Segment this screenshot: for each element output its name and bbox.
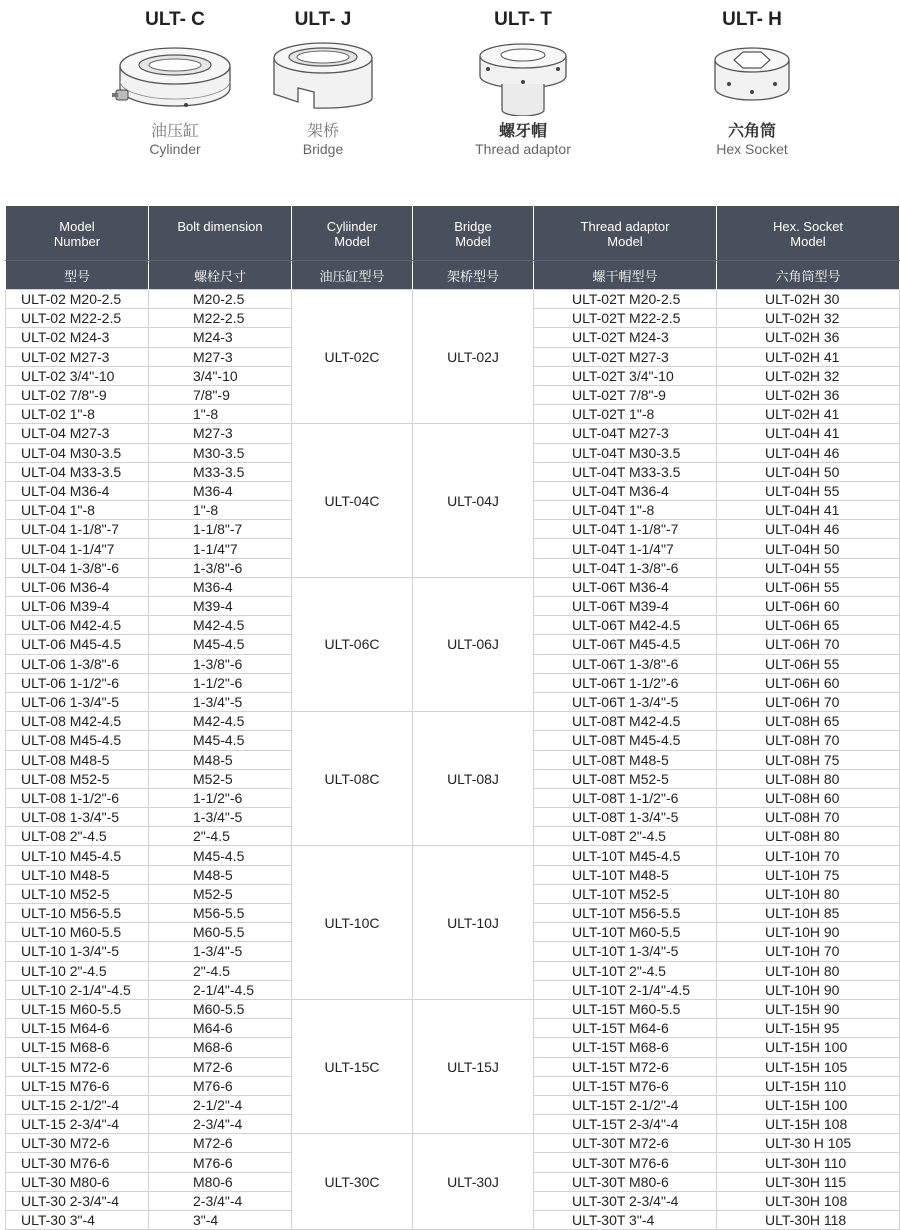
hex-socket-cell: ULT-10H 70 [717,846,900,865]
thread-adaptor-cell: ULT-02T 3/4"-10 [534,366,717,385]
bolt-dimension-cell: 1-3/4"-5 [149,942,292,961]
product-name-cn: 螺牙帽 [498,121,547,140]
hex-socket-cell: ULT-08H 65 [717,712,900,731]
thread-adaptor-cell: ULT-08T M42-4.5 [534,712,717,731]
hex-socket-cell: ULT-15H 100 [717,1095,900,1114]
bolt-dimension-cell: M36-4 [149,481,292,500]
cylinder-model-cell: ULT-04C [292,424,413,578]
model-number-cell: ULT-04 1"-8 [6,501,149,520]
hex-socket-cell: ULT-02H 30 [717,290,900,309]
product-name-en: Cylinder [149,141,201,157]
product-name-cn: 六角筒 [727,121,776,140]
bolt-dimension-cell: 1"-8 [149,501,292,520]
hex-socket-cell: ULT-30H 115 [717,1172,900,1191]
model-number-cell: ULT-06 M36-4 [6,577,149,596]
hex-socket-cell: ULT-06H 55 [717,577,900,596]
model-number-cell: ULT-02 M22-2.5 [6,309,149,328]
header-model-number: Model Number [6,206,149,261]
model-number-cell: ULT-15 M60-5.5 [6,999,149,1018]
bolt-dimension-cell: M27-3 [149,424,292,443]
model-number-cell: ULT-10 M48-5 [6,865,149,884]
cylinder-icon [110,36,240,116]
bolt-dimension-cell: M20-2.5 [149,290,292,309]
thread-adaptor-cell: ULT-06T 1-3/4"-5 [534,692,717,711]
thread-adaptor-cell: ULT-08T 1-1/2"-6 [534,788,717,807]
model-number-cell: ULT-30 M80-6 [6,1172,149,1191]
header-bolt-dimension: Bolt dimension [149,206,292,261]
bolt-dimension-cell: 2"-4.5 [149,827,292,846]
bolt-dimension-cell: 1-1/2"-6 [149,788,292,807]
bolt-dimension-cell: M48-5 [149,865,292,884]
model-number-cell: ULT-15 M76-6 [6,1076,149,1095]
thread-adaptor-cell: ULT-02T M22-2.5 [534,309,717,328]
model-number-cell: ULT-02 3/4"-10 [6,366,149,385]
model-number-cell: ULT-06 1-1/2"-6 [6,673,149,692]
cylinder-model-cell: ULT-08C [292,712,413,846]
thread-adaptor-cell: ULT-04T M27-3 [534,424,717,443]
bridge-icon [258,36,388,116]
bridge-model-cell: ULT-15J [413,999,534,1133]
model-number-cell: ULT-30 2-3/4"-4 [6,1191,149,1210]
hex-socket-cell: ULT-15H 108 [717,1115,900,1134]
hex-socket-cell: ULT-30 H 105 [717,1134,900,1153]
spec-table-body [6,290,900,1230]
bridge-model-cell: ULT-08J [413,712,534,846]
product-name-cn: 油压缸 [150,121,199,140]
model-number-cell: ULT-15 2-1/2"-4 [6,1095,149,1114]
product-name-cn: 架桥 [306,121,339,140]
hex-socket-cell: ULT-15H 90 [717,999,900,1018]
bolt-dimension-cell: 2-3/4"-4 [149,1115,292,1134]
hex-socket-cell: ULT-30H 118 [717,1211,900,1230]
bridge-model-cell: ULT-06J [413,577,534,711]
hex-socket-cell: ULT-06H 70 [717,692,900,711]
product-code: ULT- C [145,9,205,30]
hex-socket-cell: ULT-10H 90 [717,980,900,999]
bolt-dimension-cell: M80-6 [149,1172,292,1191]
bolt-dimension-cell: M45-4.5 [149,635,292,654]
thread-adaptor-cell: ULT-15T M68-6 [534,1038,717,1057]
thread-adaptor-cell: ULT-08T M45-4.5 [534,731,717,750]
bolt-dimension-cell: 3/4"-10 [149,366,292,385]
header-bridge-model: Bridge Model [413,206,534,261]
thread-adaptor-cell: ULT-15T M64-6 [534,1019,717,1038]
thread-adaptor-cell: ULT-02T 7/8"-9 [534,385,717,404]
cylinder-model-cell: ULT-06C [292,577,413,711]
hex-socket-cell: ULT-30H 108 [717,1191,900,1210]
model-number-cell: ULT-04 1-1/8"-7 [6,520,149,539]
hex-socket-cell: ULT-15H 95 [717,1019,900,1038]
hex-socket-cell: ULT-08H 60 [717,788,900,807]
bolt-dimension-cell: 1-3/4"-5 [149,692,292,711]
table-row [6,712,900,731]
bolt-dimension-cell: M72-6 [149,1057,292,1076]
thread-adaptor-cell: ULT-10T 2"-4.5 [534,961,717,980]
header-cn: 架桥型号 [413,261,534,290]
thread-adaptor-cell: ULT-30T M76-6 [534,1153,717,1172]
header-cn: 六角筒型号 [717,261,900,290]
thread-adaptor-cell: ULT-30T 2-3/4"-4 [534,1191,717,1210]
table-row [6,1134,900,1153]
product-name-en: Thread adaptor [475,141,571,157]
model-number-cell: ULT-10 M56-5.5 [6,904,149,923]
thread-adaptor-cell: ULT-30T M80-6 [534,1172,717,1191]
model-number-cell: ULT-08 M45-4.5 [6,731,149,750]
model-number-cell: ULT-10 M60-5.5 [6,923,149,942]
thread-adaptor-cell: ULT-10T 2-1/4"-4.5 [534,980,717,999]
hex-socket-cell: ULT-08H 70 [717,731,900,750]
thread-adaptor-cell: ULT-06T M39-4 [534,597,717,616]
thread-adaptor-cell: ULT-08T M48-5 [534,750,717,769]
model-number-cell: ULT-02 M27-3 [6,347,149,366]
hex-socket-cell: ULT-06H 60 [717,597,900,616]
header-cn: 型号 [6,261,149,290]
hex-socket-cell: ULT-04H 46 [717,520,900,539]
thread-adaptor-cell: ULT-06T M45-4.5 [534,635,717,654]
product-hex-socket [667,8,837,157]
hex-socket-cell: ULT-30H 110 [717,1153,900,1172]
thread-adaptor-cell: ULT-15T M72-6 [534,1057,717,1076]
cylinder-model-cell: ULT-15C [292,999,413,1133]
hex-socket-cell: ULT-08H 70 [717,808,900,827]
model-number-cell: ULT-08 1-3/4"-5 [6,808,149,827]
header-cn: 螺干帽型号 [534,261,717,290]
thread-adaptor-cell: ULT-10T M45-4.5 [534,846,717,865]
thread-adaptor-cell: ULT-02T 1"-8 [534,405,717,424]
product-cylinder [90,8,260,157]
table-row [6,290,900,309]
hex-socket-cell: ULT-10H 75 [717,865,900,884]
model-number-cell: ULT-06 1-3/4"-5 [6,692,149,711]
cylinder-model-cell: ULT-10C [292,846,413,1000]
bolt-dimension-cell: 1"-8 [149,405,292,424]
thread-adaptor-cell: ULT-30T M72-6 [534,1134,717,1153]
bolt-dimension-cell: 1-3/8"-6 [149,558,292,577]
product-code: ULT- H [722,9,782,30]
bolt-dimension-cell: M72-6 [149,1134,292,1153]
thread-adaptor-cell: ULT-04T 1-1/8"-7 [534,520,717,539]
bolt-dimension-cell: M52-5 [149,769,292,788]
bolt-dimension-cell: 2-3/4"-4 [149,1191,292,1210]
bridge-model-cell: ULT-10J [413,846,534,1000]
table-row [6,424,900,443]
bolt-dimension-cell: 2-1/4"-4.5 [149,980,292,999]
model-number-cell: ULT-15 2-3/4"-4 [6,1115,149,1134]
model-number-cell: ULT-10 M45-4.5 [6,846,149,865]
thread-adaptor-cell: ULT-04T 1"-8 [534,501,717,520]
header-thread-adaptor-model: Thread adaptor Model [534,206,717,261]
model-number-cell: ULT-04 M36-4 [6,481,149,500]
model-number-cell: ULT-04 M30-3.5 [6,443,149,462]
hex-socket-cell: ULT-06H 65 [717,616,900,635]
thread-adaptor-cell: ULT-08T 1-3/4"-5 [534,808,717,827]
hex-socket-cell: ULT-10H 80 [717,961,900,980]
model-number-cell: ULT-10 M52-5 [6,884,149,903]
product-code: ULT- J [294,9,352,30]
hex-socket-cell: ULT-06H 70 [717,635,900,654]
model-number-cell: ULT-02 1"-8 [6,405,149,424]
thread-adaptor-cell: ULT-04T 1-1/4"7 [534,539,717,558]
thread-adaptor-cell: ULT-02T M20-2.5 [534,290,717,309]
spec-table [5,206,900,1230]
bolt-dimension-cell: 1-1/4"7 [149,539,292,558]
bridge-model-cell: ULT-02J [413,290,534,424]
model-number-cell: ULT-30 3"-4 [6,1211,149,1230]
model-number-cell: ULT-15 M64-6 [6,1019,149,1038]
model-number-cell: ULT-06 M39-4 [6,597,149,616]
bridge-model-cell: ULT-04J [413,424,534,578]
hex-socket-cell: ULT-04H 41 [717,424,900,443]
hex-socket-cell: ULT-02H 41 [717,347,900,366]
header-cn: 油压缸型号 [292,261,413,290]
model-number-cell: ULT-04 1-1/4"7 [6,539,149,558]
model-number-cell: ULT-04 M27-3 [6,424,149,443]
bolt-dimension-cell: 1-3/8"-6 [149,654,292,673]
bolt-dimension-cell: M76-6 [149,1153,292,1172]
model-number-cell: ULT-10 2-1/4"-4.5 [6,980,149,999]
thread-adaptor-cell: ULT-15T M76-6 [534,1076,717,1095]
bolt-dimension-cell: M42-4.5 [149,616,292,635]
bolt-dimension-cell: M76-6 [149,1076,292,1095]
hex-socket-cell: ULT-04H 50 [717,539,900,558]
header-cn: 螺栓尺寸 [149,261,292,290]
model-number-cell: ULT-15 M68-6 [6,1038,149,1057]
header-cylinder-model: Cyliinder Model [292,206,413,261]
bolt-dimension-cell: M39-4 [149,597,292,616]
hex-socket-cell: ULT-08H 80 [717,769,900,788]
model-number-cell: ULT-08 2"-4.5 [6,827,149,846]
model-number-cell: ULT-08 M42-4.5 [6,712,149,731]
hex-socket-cell: ULT-08H 75 [717,750,900,769]
model-number-cell: ULT-08 M48-5 [6,750,149,769]
bolt-dimension-cell: 1-1/2"-6 [149,673,292,692]
table-row [6,846,900,865]
product-name-en: Bridge [302,141,344,157]
model-number-cell: ULT-02 M24-3 [6,328,149,347]
model-number-cell: ULT-10 1-3/4"-5 [6,942,149,961]
header-hex-socket-model: Hex. Socket Model [717,206,900,261]
bolt-dimension-cell: M30-3.5 [149,443,292,462]
product-code: ULT- T [494,9,552,30]
bolt-dimension-cell: M45-4.5 [149,846,292,865]
thread-adaptor-cell: ULT-04T M30-3.5 [534,443,717,462]
hex-socket-cell: ULT-04H 55 [717,558,900,577]
hex-socket-cell: ULT-04H 55 [717,481,900,500]
model-number-cell: ULT-04 1-3/8"-6 [6,558,149,577]
thread-adaptor-cell: ULT-02T M27-3 [534,347,717,366]
hex-socket-cell: ULT-02H 32 [717,366,900,385]
thread-adaptor-cell: ULT-10T M52-5 [534,884,717,903]
header-row-chinese [6,261,900,290]
thread-adaptor-cell: ULT-04T M33-3.5 [534,462,717,481]
hex-socket-cell: ULT-10H 80 [717,884,900,903]
model-number-cell: ULT-08 1-1/2"-6 [6,788,149,807]
hex-socket-cell: ULT-10H 70 [717,942,900,961]
bolt-dimension-cell: M24-3 [149,328,292,347]
model-number-cell: ULT-15 M72-6 [6,1057,149,1076]
model-number-cell: ULT-10 2"-4.5 [6,961,149,980]
thread-adaptor-cell: ULT-06T 1-3/8"-6 [534,654,717,673]
bolt-dimension-cell: 2"-4.5 [149,961,292,980]
bolt-dimension-cell: M36-4 [149,577,292,596]
thread-adaptor-cell: ULT-10T 1-3/4"-5 [534,942,717,961]
bridge-model-cell: ULT-30J [413,1134,534,1230]
bolt-dimension-cell: M45-4.5 [149,731,292,750]
bolt-dimension-cell: M60-5.5 [149,999,292,1018]
cylinder-model-cell: ULT-02C [292,290,413,424]
hex-socket-cell: ULT-10H 90 [717,923,900,942]
bolt-dimension-cell: M60-5.5 [149,923,292,942]
cylinder-model-cell: ULT-30C [292,1134,413,1230]
product-name-en: Hex Socket [716,141,788,157]
bolt-dimension-cell: M27-3 [149,347,292,366]
hex-socket-cell: ULT-06H 55 [717,654,900,673]
header-row-english [6,206,900,261]
thread-adaptor-icon [458,36,588,116]
bolt-dimension-cell: M68-6 [149,1038,292,1057]
hex-socket-cell: ULT-10H 85 [717,904,900,923]
thread-adaptor-cell: ULT-15T 2-1/2"-4 [534,1095,717,1114]
model-number-cell: ULT-02 M20-2.5 [6,290,149,309]
thread-adaptor-cell: ULT-04T M36-4 [534,481,717,500]
bolt-dimension-cell: 7/8"-9 [149,385,292,404]
hex-socket-cell: ULT-08H 80 [717,827,900,846]
hex-socket-cell: ULT-04H 46 [717,443,900,462]
hex-socket-cell: ULT-02H 36 [717,385,900,404]
bolt-dimension-cell: M42-4.5 [149,712,292,731]
product-thread-adaptor [438,8,608,157]
bolt-dimension-cell: M33-3.5 [149,462,292,481]
bolt-dimension-cell: M48-5 [149,750,292,769]
hex-socket-cell: ULT-06H 60 [717,673,900,692]
hex-socket-cell: ULT-02H 41 [717,405,900,424]
model-number-cell: ULT-06 M42-4.5 [6,616,149,635]
bolt-dimension-cell: 2-1/2"-4 [149,1095,292,1114]
thread-adaptor-cell: ULT-02T M24-3 [534,328,717,347]
bolt-dimension-cell: 1-3/4"-5 [149,808,292,827]
hex-socket-cell: ULT-04H 50 [717,462,900,481]
thread-adaptor-cell: ULT-06T 1-1/2"-6 [534,673,717,692]
product-illustrations [0,0,900,200]
hex-socket-cell: ULT-04H 41 [717,501,900,520]
table-row [6,577,900,596]
thread-adaptor-cell: ULT-08T M52-5 [534,769,717,788]
hex-socket-cell: ULT-02H 32 [717,309,900,328]
bolt-dimension-cell: 1-1/8"-7 [149,520,292,539]
thread-adaptor-cell: ULT-06T M36-4 [534,577,717,596]
model-number-cell: ULT-02 7/8"-9 [6,385,149,404]
thread-adaptor-cell: ULT-15T M60-5.5 [534,999,717,1018]
bolt-dimension-cell: M52-5 [149,884,292,903]
bolt-dimension-cell: M64-6 [149,1019,292,1038]
thread-adaptor-cell: ULT-15T 2-3/4"-4 [534,1115,717,1134]
thread-adaptor-cell: ULT-10T M48-5 [534,865,717,884]
model-number-cell: ULT-08 M52-5 [6,769,149,788]
thread-adaptor-cell: ULT-10T M56-5.5 [534,904,717,923]
bolt-dimension-cell: 3"-4 [149,1211,292,1230]
model-number-cell: ULT-06 1-3/8"-6 [6,654,149,673]
thread-adaptor-cell: ULT-06T M42-4.5 [534,616,717,635]
table-row [6,999,900,1018]
thread-adaptor-cell: ULT-04T 1-3/8"-6 [534,558,717,577]
hex-socket-icon [687,36,817,116]
product-bridge [238,8,408,157]
model-number-cell: ULT-06 M45-4.5 [6,635,149,654]
hex-socket-cell: ULT-02H 36 [717,328,900,347]
thread-adaptor-cell: ULT-08T 2"-4.5 [534,827,717,846]
model-number-cell: ULT-30 M76-6 [6,1153,149,1172]
hex-socket-cell: ULT-15H 100 [717,1038,900,1057]
hex-socket-cell: ULT-15H 110 [717,1076,900,1095]
model-number-cell: ULT-30 M72-6 [6,1134,149,1153]
bolt-dimension-cell: M56-5.5 [149,904,292,923]
thread-adaptor-cell: ULT-30T 3"-4 [534,1211,717,1230]
hex-socket-cell: ULT-15H 105 [717,1057,900,1076]
model-number-cell: ULT-04 M33-3.5 [6,462,149,481]
thread-adaptor-cell: ULT-10T M60-5.5 [534,923,717,942]
bolt-dimension-cell: M22-2.5 [149,309,292,328]
